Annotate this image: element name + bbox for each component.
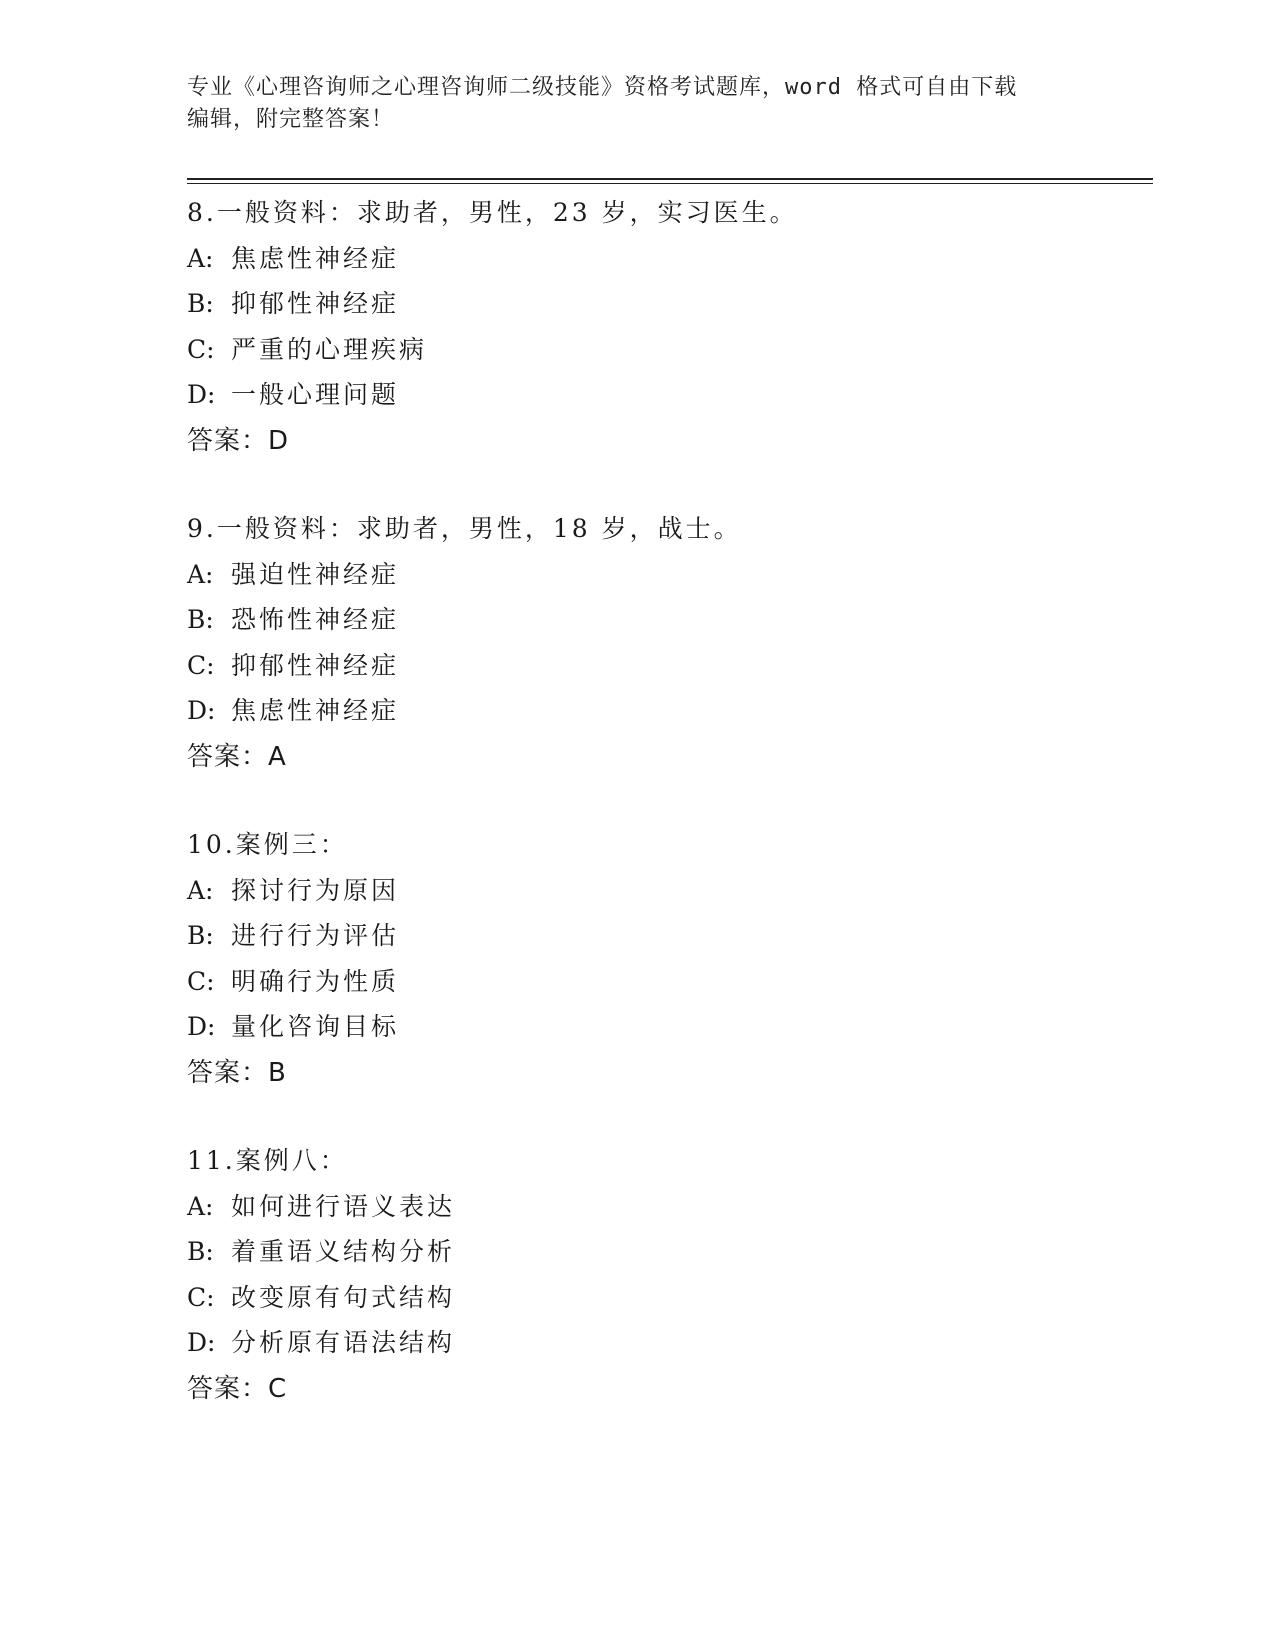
option-a <box>187 868 1147 914</box>
option-text: 改变原有句式结构 <box>231 1282 456 1312</box>
option-b <box>187 1229 1147 1275</box>
option-text: 量化咨询目标 <box>231 1012 400 1042</box>
option-a <box>187 1184 1147 1230</box>
option-letter: B: <box>187 605 214 635</box>
answer-line: 答案：B <box>187 1057 287 1088</box>
question-item <box>187 822 1147 1096</box>
option-text: 焦虑性神经症 <box>231 243 400 273</box>
option-d <box>187 372 1147 418</box>
option-letter: D: <box>187 1328 216 1358</box>
option-c <box>187 327 1147 373</box>
option-text: 着重语义结构分析 <box>231 1237 456 1267</box>
option-text: 进行行为评估 <box>231 921 400 951</box>
option-a <box>187 236 1147 282</box>
option-text: 强迫性神经症 <box>231 559 400 589</box>
option-d <box>187 1004 1147 1050</box>
question-title: 8.一般资料：求助者，男性，23 岁，实习医生。 <box>187 198 798 227</box>
option-a <box>187 552 1147 598</box>
question-item <box>187 190 1147 464</box>
option-text: 抑郁性神经症 <box>231 289 400 319</box>
option-text: 探讨行为原因 <box>231 875 400 905</box>
option-letter: A: <box>187 559 214 589</box>
option-letter: A: <box>187 1191 214 1221</box>
option-b <box>187 597 1147 643</box>
question-list <box>187 190 1147 1454</box>
answer-line: 答案：C <box>187 1373 288 1404</box>
question-title: 10.案例三： <box>187 829 348 859</box>
option-text: 一般心理问题 <box>231 380 400 410</box>
option-letter: D: <box>187 1012 216 1042</box>
option-text: 如何进行语义表达 <box>231 1191 456 1221</box>
answer-line: 答案：A <box>187 741 287 772</box>
option-d <box>187 688 1147 734</box>
option-text: 分析原有语法结构 <box>231 1328 456 1358</box>
option-text: 严重的心理疾病 <box>231 334 428 364</box>
option-letter: B: <box>187 921 214 951</box>
option-b <box>187 281 1147 327</box>
option-letter: D: <box>187 696 216 726</box>
header-line-2: 编辑，附完整答案！ <box>187 107 395 132</box>
header-divider <box>187 178 1153 180</box>
answer-line: 答案：D <box>187 425 290 456</box>
option-letter: A: <box>187 875 214 905</box>
option-text: 明确行为性质 <box>231 966 400 996</box>
option-text: 焦虑性神经症 <box>231 696 400 726</box>
option-letter: C: <box>187 650 215 680</box>
option-letter: C: <box>187 966 215 996</box>
option-letter: B: <box>187 289 214 319</box>
option-letter: C: <box>187 1282 215 1312</box>
header-line-1: 专业《心理咨询师之心理咨询师二级技能》资格考试题库，word 格式可自由下载 <box>187 75 1018 100</box>
option-letter: D: <box>187 380 216 410</box>
option-letter: A: <box>187 243 214 273</box>
question-title: 9.一般资料：求助者，男性，18 岁，战士。 <box>187 513 742 543</box>
option-c <box>187 959 1147 1005</box>
question-title: 11.案例八： <box>187 1145 348 1175</box>
document-header <box>187 72 1087 136</box>
option-text: 抑郁性神经症 <box>231 650 400 680</box>
option-c <box>187 643 1147 689</box>
option-d <box>187 1320 1147 1366</box>
option-c <box>187 1275 1147 1321</box>
option-letter: C: <box>187 334 215 364</box>
question-item <box>187 506 1147 780</box>
option-letter: B: <box>187 1237 214 1267</box>
option-b <box>187 913 1147 959</box>
question-item <box>187 1138 1147 1412</box>
header-divider-thin <box>187 183 1153 184</box>
option-text: 恐怖性神经症 <box>231 605 400 635</box>
